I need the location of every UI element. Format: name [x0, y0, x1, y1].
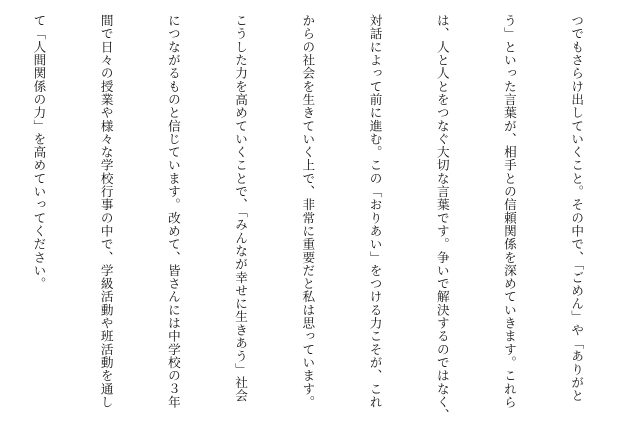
text-line: こうした力を高めていくことで、「みんなが幸せに生きあう」社会	[233, 14, 249, 403]
text-line: 対話によって前に進む。この「おりあい」をつける力こそが、これ	[367, 14, 383, 409]
text-line: 間で日々の授業や様々な学校行事の中で、学級活動や班活動を通し	[98, 14, 114, 409]
speech-text	[8, 14, 632, 426]
text-line: て「人間関係の力」を高めていってください。	[31, 14, 47, 291]
text-line: つでもさらけ出していくこと。その中で、「ごめん」や「ありがと	[569, 14, 585, 403]
text-line: う」といった言葉が、相手との信頼関係を深めていきます。これら	[501, 14, 517, 409]
text-line: は、人と人とをつなぐ大切な言葉です。争いで解決するのではなく、	[434, 14, 450, 422]
text-line: からの社会を生きていく上で、非常に重要だと私は思っています。	[300, 14, 316, 409]
text-line: につながるものと信じています。改めて、皆さんには中学校の３年	[165, 14, 181, 409]
